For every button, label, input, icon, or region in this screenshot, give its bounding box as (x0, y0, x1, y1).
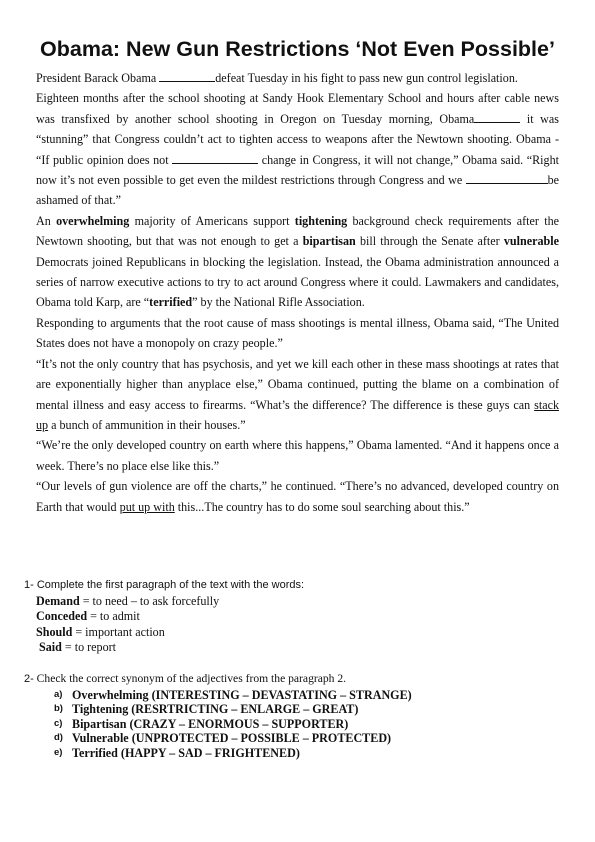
paragraph-6: “We’re the only developed country on earth where this happens,” Obama lamented. “And it happens once a week. There’s no place else like this.” (36, 438, 559, 473)
paragraph-text: An (36, 213, 57, 228)
paragraph-text: Democrats joined Republicans in blocking the legislation. Instead, the Obama administration announced a series of narrow executive actions to try to act around Congress where it could. Lawmakers and candidates, Obama told Karp, are “ (36, 254, 559, 310)
fill-in-blank[interactable] (159, 69, 215, 82)
word-definition (36, 609, 574, 625)
paragraph-text: this...The country has to do some soul searching about this.” (174, 499, 470, 514)
exercise-number: 1- (24, 579, 34, 591)
paragraph-text: bill through the Senate after (355, 234, 504, 249)
option-letter: d) (54, 732, 63, 744)
keyword: bipartisan (302, 234, 356, 249)
word-definition (36, 594, 574, 610)
option-text: Vulnerable (UNPROTECTED – POSSIBLE – PROTECTED) (72, 731, 392, 746)
synonym-option[interactable] (24, 731, 574, 746)
definition: = to admit (87, 609, 140, 624)
paragraph-text: defeat Tuesday in his fight to pass new gun control legislation. (215, 71, 518, 85)
synonym-option[interactable] (24, 717, 574, 732)
exercise-2-instruction (24, 672, 574, 687)
fill-in-blank[interactable] (172, 151, 258, 164)
option-letter: a) (54, 688, 63, 700)
instruction-text: Complete the first paragraph of the text with the words: (33, 579, 305, 591)
paragraph-text: “It’s not the only country that has psychosis, and yet we kill each other in these mass shootings at rates that are exponentially higher than anyplace else,” Obama continued, putting the blame on a combination of mental illness and easy access to firearms. “What’s the difference? The difference is these guys can (36, 356, 559, 412)
paragraph-text: it was “stunning” that Congress couldn’t act to tighten access to weapons after the Newtown shooting. Obama - “If public opinion does not (36, 111, 559, 167)
article-body (36, 68, 559, 517)
synonym-option[interactable] (24, 746, 574, 761)
paragraph-text: background check requirements after the Newtown shooting, but that was not enough to get a (36, 213, 559, 249)
paragraph-text: majority of Americans support (129, 213, 295, 228)
fill-in-blank[interactable] (466, 171, 548, 184)
paragraph-3 (36, 211, 559, 313)
word: Said (39, 640, 62, 655)
exercise-number: 2- (24, 673, 34, 685)
exercise-1 (24, 578, 574, 656)
paragraph-7 (36, 476, 559, 517)
exercise-1-instruction (24, 578, 574, 594)
paragraph-5 (36, 354, 559, 436)
paragraph-text: ” by the National Rifle Association. (192, 295, 365, 310)
paragraph-text: “Our levels of gun violence are off the charts,” he continued. “There’s no advanced, developed country on Earth that would (36, 479, 559, 514)
word: Demand (36, 593, 80, 608)
paragraph-1 (36, 68, 559, 88)
fill-in-blank[interactable] (474, 110, 520, 123)
option-text: Overwhelming (INTERESTING – DEVASTATING – STRANGE) (72, 687, 412, 702)
keyword: terrified (149, 295, 193, 310)
option-letter: b) (54, 703, 63, 715)
paragraph-text: Eighteen months after the school shooting at Sandy Hook Elementary School and hours after cable news was transfixed by another school shooting in Oregon on Tuesday morning, Obama (36, 91, 559, 126)
word-definition (39, 640, 574, 656)
synonym-options-list (24, 688, 574, 761)
paragraph-text: change in Congress, it will not change,” Obama said. “Right now it’s not even possible to get even the mildest restrictions through Congress and we (36, 152, 559, 188)
keyword: tightening (294, 213, 348, 228)
option-letter: e) (54, 746, 63, 758)
page-title: Obama: New Gun Restrictions ‘Not Even Possible’ (40, 37, 555, 61)
word: Should (36, 624, 73, 639)
underlined-phrase: put up with (119, 499, 175, 514)
paragraph-4: Responding to arguments that the root cause of mass shootings is mental illness, Obama said, “The United States does not have a monopoly on crazy people.” (36, 315, 559, 351)
option-text: Terrified (HAPPY – SAD – FRIGHTENED) (72, 745, 300, 760)
option-text: Bipartisan (CRAZY – ENORMOUS – SUPPORTER) (72, 716, 349, 731)
paragraph-2 (36, 88, 559, 210)
definition: = to report (61, 640, 117, 655)
underlined-phrase: stack up (36, 397, 559, 432)
paragraph-text: be ashamed of that.” (36, 173, 559, 208)
option-text: Tightening (RESRTRICTING – ENLARGE – GREAT) (72, 702, 359, 717)
definition: = important action (72, 624, 165, 639)
option-letter: c) (54, 717, 63, 729)
keyword: overwhelming (56, 213, 130, 228)
word: Conceded (36, 609, 88, 624)
synonym-option[interactable] (24, 688, 574, 703)
exercise-2 (24, 672, 574, 760)
keyword: vulnerable (503, 234, 559, 249)
synonym-option[interactable] (24, 702, 574, 717)
paragraph-text: President Barack Obama (36, 71, 160, 85)
word-definition (36, 625, 574, 641)
definition: = to need – to ask forcefully (79, 593, 220, 608)
paragraph-text: a bunch of ammunition in their houses.” (48, 417, 246, 432)
instruction-text: Check the correct synonym of the adjectives from the paragraph 2. (33, 672, 347, 685)
